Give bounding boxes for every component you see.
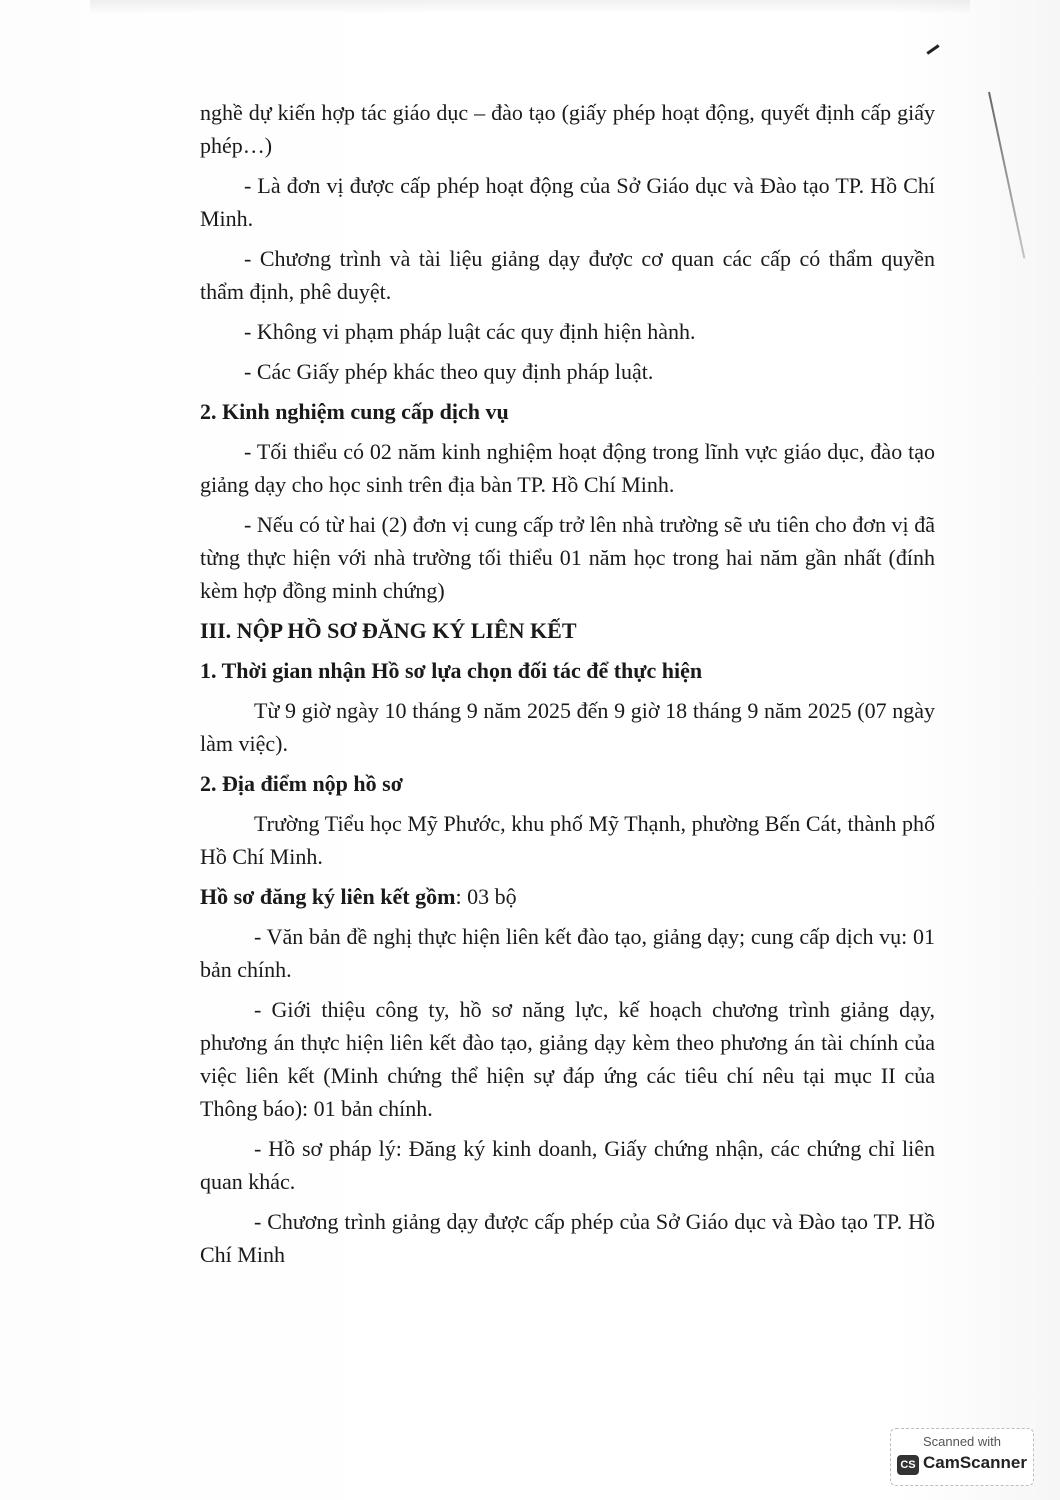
- paragraph-min-experience: - Tối thiểu có 02 năm kinh nghiệm hoạt động trong lĩnh vực giáo dục, đào tạo giảng dạy cho học sinh trên địa bàn TP. Hồ Chí Minh.: [200, 439, 935, 497]
- dossier-count: : 03 bộ: [455, 884, 517, 909]
- paragraph-address: Trường Tiểu học Mỹ Phước, khu phố Mỹ Thạnh, phường Bến Cát, thành phố Hồ Chí Minh.: [200, 811, 935, 869]
- document-body: [200, 96, 935, 1278]
- paragraph-legal-docs: - Hồ sơ pháp lý: Đăng ký kinh doanh, Giấy chứng nhận, các chứng chỉ liên quan khác.: [200, 1136, 935, 1194]
- paragraph-company-intro: - Giới thiệu công ty, hồ sơ năng lực, kế hoạch chương trình giảng dạy, phương án thực hiện liên kết đào tạo, giảng dạy kèm theo phương án tài chính của việc liên kết (Minh chứng thể hiện sự đáp ứng các tiêu chí nêu tại mục II của Thông báo): 01 bản chính.: [200, 997, 935, 1121]
- scan-shadow: [90, 0, 970, 14]
- paragraph-license-docs: nghề dự kiến hợp tác giáo dục – đào tạo (giấy phép hoạt động, quyết định cấp giấy phép…): [200, 100, 935, 158]
- paragraph-dossier-count: [200, 880, 935, 913]
- paragraph-proposal-doc: - Văn bản đề nghị thực hiện liên kết đào tạo, giảng dạy; cung cấp dịch vụ: 01 bản chính.: [200, 924, 935, 982]
- paragraph-time-range: Từ 9 giờ ngày 10 tháng 9 năm 2025 đến 9 giờ 18 tháng 9 năm 2025 (07 ngày làm việc).: [200, 698, 935, 756]
- heading-experience: 2. Kinh nghiệm cung cấp dịch vụ: [200, 399, 509, 424]
- paragraph-other-licenses: - Các Giấy phép khác theo quy định pháp luật.: [244, 359, 654, 384]
- heading-section-iii: III. NỘP HỒ SƠ ĐĂNG KÝ LIÊN KẾT: [200, 618, 577, 643]
- watermark-app-name: CamScanner: [923, 1453, 1027, 1472]
- camscanner-logo-icon: CS: [897, 1455, 919, 1475]
- paragraph-priority: - Nếu có từ hai (2) đơn vị cung cấp trở lên nhà trường sẽ ưu tiên cho đơn vị đã từng thực hiện với nhà trường tối thiểu 01 năm học trong hai năm gần nhất (đính kèm hợp đồng minh chứng): [200, 512, 935, 603]
- paragraph-no-violation: - Không vi phạm pháp luật các quy định hiện hành.: [244, 319, 696, 344]
- scan-mark: [926, 44, 939, 54]
- watermark-scanned-with: Scanned with: [922, 1434, 1002, 1449]
- paragraph-curriculum-approved: - Chương trình và tài liệu giảng dạy được cơ quan các cấp có thẩm quyền thẩm định, phê duyệt.: [200, 246, 935, 304]
- paragraph-licensed-curriculum: - Chương trình giảng dạy được cấp phép của Sở Giáo dục và Đào tạo TP. Hồ Chí Minh: [200, 1209, 935, 1267]
- paragraph-licensed-unit: - Là đơn vị được cấp phép hoạt động của Sở Giáo dục và Đào tạo TP. Hồ Chí Minh.: [200, 173, 935, 231]
- camscanner-watermark: [890, 1428, 1034, 1486]
- heading-receipt-time: 1. Thời gian nhận Hồ sơ lựa chọn đối tác để thực hiện: [200, 658, 703, 683]
- dossier-label: Hồ sơ đăng ký liên kết gồm: [200, 884, 456, 909]
- paper-edge-line: [988, 92, 1025, 259]
- heading-submission-place: 2. Địa điểm nộp hồ sơ: [200, 771, 403, 796]
